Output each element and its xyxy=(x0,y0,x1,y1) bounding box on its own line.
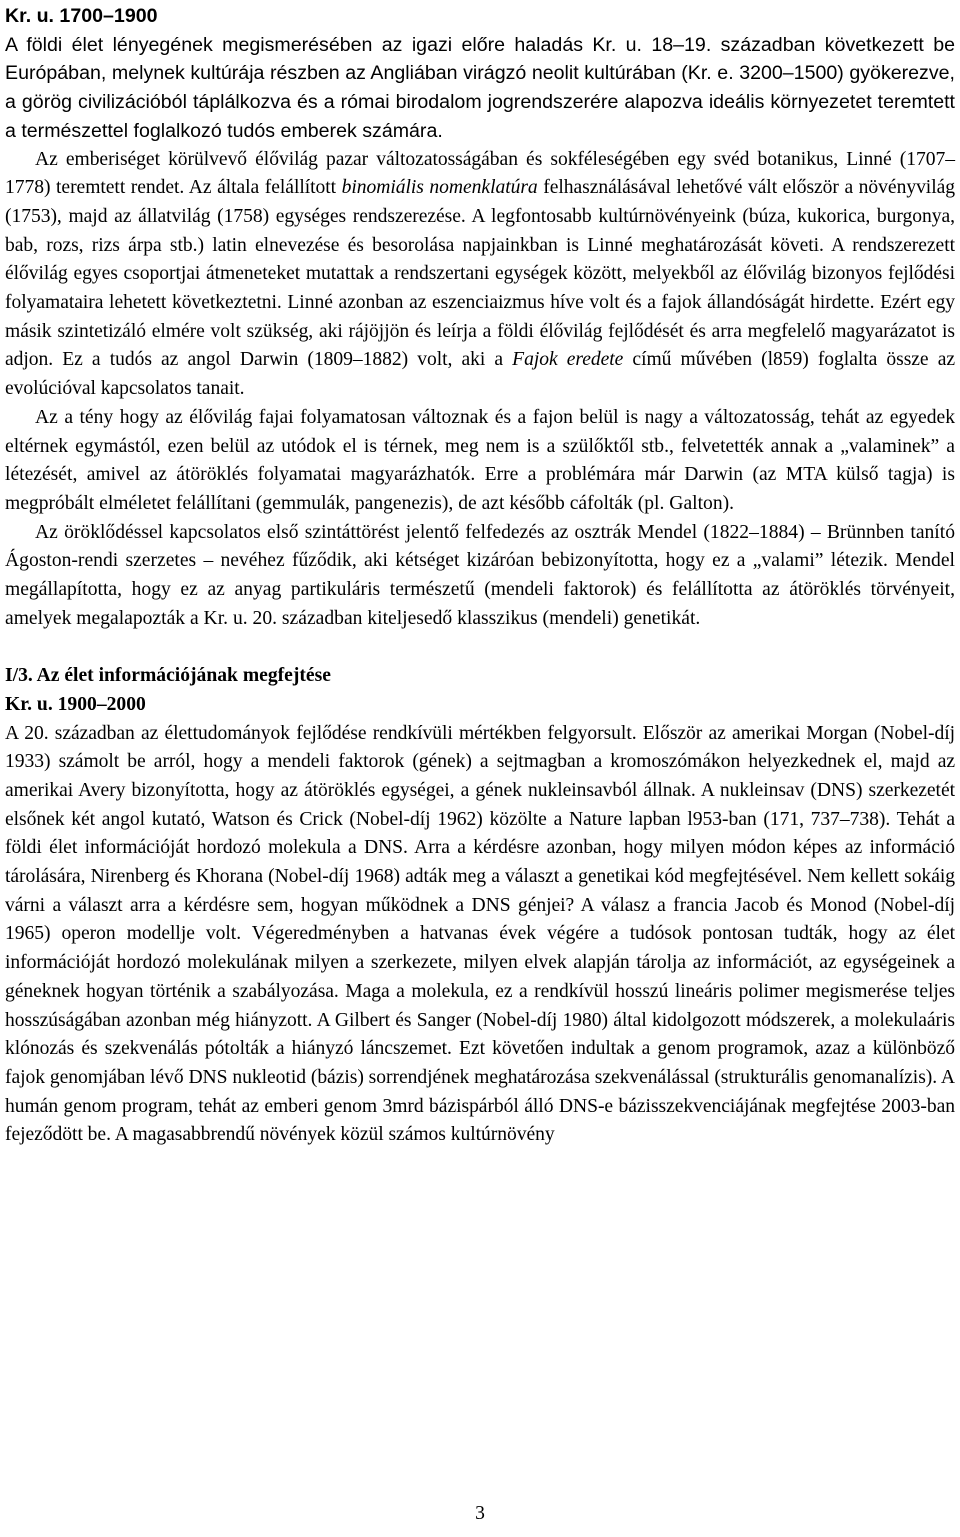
section-heading-period-1700-1900: Kr. u. 1700–1900 xyxy=(5,5,158,27)
paragraph-20th-century-genetics: A 20. században az élettudományok fejlődése rendkívüli mértékben felgyorsult. Először az amerikai Morgan (Nobel-díj 1933) számolt be arról, hogy a mendeli faktorok (gének) a sejtmagban a kromoszómákon helyezkednek el, majd az amerikai Avery bizonyította, hogy az átöröklés egységei, a gének nukleinsavból állnak. A nukleinsav (DNS) szerkezetét elsőnek két angol kutató, Watson és Crick (Nobel-díj 1962) közölte a Nature lapban l953-ban (171, 737–738). Tehát a földi élet információját hordozó molekula a DNS. Arra a kérdésre azonban, hogy milyen módon képes az információ tárolására, Nirenberg és Khorana (Nobel-díj 1968) adták meg a választ a genetikai kód megfejtésével. Nem kellett sokáig várni a választ arra a kérdésre sem, hogyan működnek a DNS génjei? A válasz a francia Jacob és Monod (Nobel-díj 1965) operon modellje volt. Végeredményben a hatvanas évek végére a tudósok pontosan tudták, hogy az élet információját hordozó molekulának milyen a szerkezete, milyen elvek alapján tárolja az információt, az egységeinek a géneknek hogyan történik a szabályozása. Maga a molekula, ez a rendkívül hosszú lineáris polimer megismerése teljes hosszúságában azonban még hiányzott. A Gilbert és Sanger (Nobel-díj 1980) által kidolgozott módszerek, a molekulaáris klónozás és szekvenálás pótolták a hiányzó láncszemet. Ezt követően indultak a genom programok, azaz a különböző fajok genomjában lévő DNS nukleotid (bázis) sorrendjének meghatározása szekvenálással (strukturális genomanalízis). A humán genom program, tehát az emberi genom 3mrd bázispárból álló DNS-e bázisszekvenciájának megfejtése 2003-ban fejeződött be. A magasabbrendű növények közül számos kultúrnövény xyxy=(5,722,955,1146)
section-spacer xyxy=(5,633,955,662)
paragraph-heredity-problem: Az a tény hogy az élővilág fajai folyamatosan változnak és a fajon belül is nagy a változatosság, tehát az egyedek eltérnek egymástól, ezen belül az utódok el is térnek, meg nem is a szülőktől stb., felvetették annak a „valaminek” a létezését, amivel az átöröklés folyamatai magyarázhatók. Erre a problémára már Darwin (az MTA külső tagja) is megpróbált elméletet felállítani (gemmulák, pangenezis), de azt később cáfolták (pl. Galton). xyxy=(5,406,955,514)
paragraph-linne-darwin xyxy=(5,146,955,404)
document-page xyxy=(5,2,955,1150)
paragraph-linne-text-b: felhasználásával lehetővé vált először a növényvilág (1753), majd az állatvilág (1758) egységes rendszerezése. A legfontosabb kultúrnövényeink (búza, kukorica, burgonya, bab, rozs, rizs árpa stb.) latin elnevezése és besorolása napjainkban is Linné meghatározását követi. A rendszerezett élővilág egyes csoportjai átmeneteket mutattak a rendszertani egységek között, melyekből az élővilág bizonyos fejlődési folyamataira lehetett következtetni. Linné azonban az eszenciaizmus híve volt és a fajok állandóságát hirdette. Ezért egy másik szintetizáló elmére volt szükség, aki rájöjjön és leírja a földi élővilág fejlődését és arra megfelelő magyarázatot is adjon. Ez a tudós az angol Darwin (1809–1882) volt, aki a xyxy=(5,177,955,371)
section-heading-information: I/3. Az élet információjának megfejtése xyxy=(5,665,331,687)
paragraph-linne-text-a: Az emberiséget körülvevő élővilág pazar változatosságában és sokféleségében egy svéd botanikus, Linné (1707–1778) teremtett rendet. Az általa felállított xyxy=(5,148,955,199)
book-title-origin-of-species: Fajok eredete xyxy=(512,349,624,371)
page-number: 3 xyxy=(475,1503,485,1524)
section-subheading-period-1900-2000: Kr. u. 1900–2000 xyxy=(5,693,146,715)
paragraph-mendel: Az öröklődéssel kapcsolatos első szintáttörést jelentő felfedezés az osztrák Mendel (1822–1884) – Brünnben tanító Ágoston-rendi szerzetes – nevéhez fűződik, aki kétséget kizáróan bebizonyította, hogy ez a „valami” létezik. Mendel megállapította, hogy ez az anyag partikuláris természetű (mendeli faktorok) és felállította az átöröklés törvényeit, amelyek megalapozták a Kr. u. 20. században kiteljesedő klasszikus (mendeli) genetikát. xyxy=(5,521,955,629)
paragraph-linne-text-c: című művében (l859) foglalta össze az evolúcióval kapcsolatos tanait. xyxy=(5,349,955,400)
term-binomial-nomenclature: binomiális nomenklatúra xyxy=(341,177,538,199)
paragraph-european-science: A földi élet lényegének megismerésében az igazi előre haladás Kr. u. 18–19. században következett be Európában, melynek kultúrája részben az Angliában virágzó neolit kultúrában (Kr. e. 3200–1500) gyökerezve, a görög civilizációból táplálkozva és a római birodalom jogrendszerére alapozva ideális környezetet teremtett a természettel foglalkozó tudós emberek számára. xyxy=(5,33,955,142)
